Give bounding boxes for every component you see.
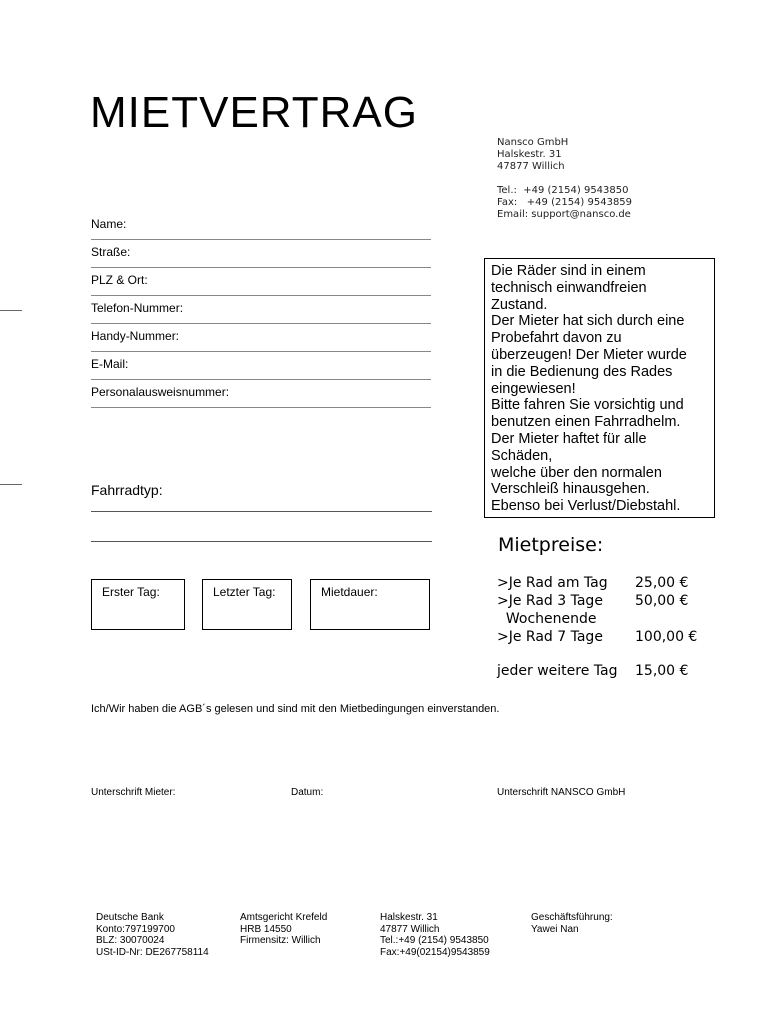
- notice-line: Der Mieter haftet für alle: [491, 430, 647, 447]
- footer-court: [240, 912, 327, 947]
- field-mobile[interactable]: [91, 329, 431, 352]
- company-street: Halskestr. 31: [497, 149, 562, 160]
- notice-line: Zustand.: [491, 296, 548, 313]
- field-phone[interactable]: [91, 301, 431, 324]
- notice-line: technisch einwandfreien: [491, 279, 647, 296]
- footer-line: Konto:797199700: [96, 923, 175, 935]
- footer-line: Deutsche Bank: [96, 912, 164, 923]
- field-id-number[interactable]: [91, 385, 431, 408]
- notice-line: Der Mieter hat sich durch eine: [491, 313, 685, 330]
- date-label: Datum:: [291, 787, 324, 798]
- notice-line: benutzen einen Fahrradhelm.: [491, 414, 681, 431]
- field-label: Straße:: [91, 245, 131, 259]
- notice-line: Die Räder sind in einem: [491, 263, 646, 279]
- field-zip-city[interactable]: [91, 273, 431, 296]
- fill-line: [91, 407, 431, 408]
- notice-line: Bitte fahren Sie vorsichtig und: [491, 397, 684, 414]
- first-day-box[interactable]: [91, 579, 185, 630]
- bike-type-line[interactable]: [91, 511, 432, 512]
- company-tel: Tel.: +49 (2154) 9543850: [497, 185, 629, 196]
- price-label: Wochenende: [497, 611, 597, 627]
- footer-line: Geschäftsführung:: [531, 912, 613, 923]
- terms-acceptance-text: Ich/Wir haben die AGB´s gelesen und sind mit den Mietbedingungen einverstanden.: [91, 703, 500, 715]
- footer-line: BLZ: 30070024: [96, 935, 165, 946]
- notice-line: Probefahrt davon zu: [491, 330, 622, 347]
- field-name[interactable]: [91, 217, 431, 240]
- notice-line: Ebenso bei Verlust/Diebstahl.: [491, 498, 681, 515]
- footer-line: Fax:+49(02154)9543859: [380, 946, 490, 958]
- fill-line: [91, 379, 431, 380]
- price-value: 50,00 €: [635, 593, 689, 609]
- company-fax: Fax: +49 (2154) 9543859: [497, 197, 633, 208]
- footer-line: Amtsgericht Krefeld: [240, 912, 328, 923]
- price-label: jeder weitere Tag: [497, 663, 618, 679]
- notice-line: Verschleiß hinausgehen.: [491, 481, 650, 498]
- fill-line: [91, 239, 431, 240]
- field-label: Handy-Nummer:: [91, 329, 180, 343]
- footer-line: 47877 Willich: [380, 923, 440, 935]
- notice-line: welche über den normalen: [491, 464, 662, 481]
- footer-line: HRB 14550: [240, 923, 292, 935]
- conditions-notice-box: [484, 258, 715, 518]
- footer-line: USt-ID-Nr: DE267758114: [96, 946, 209, 958]
- footer-bank: [96, 912, 209, 958]
- field-label: Telefon-Nummer:: [91, 301, 184, 315]
- price-value: 100,00 €: [635, 629, 698, 645]
- tenant-signature-label: Unterschrift Mieter:: [91, 787, 176, 798]
- bike-type-label: Fahrradtyp:: [91, 482, 163, 498]
- fill-line: [91, 267, 431, 268]
- fill-line: [91, 351, 431, 352]
- price-label: >Je Rad am Tag: [497, 575, 608, 591]
- fill-line: [91, 323, 431, 324]
- footer-management: [531, 912, 613, 935]
- price-label: >Je Rad 3 Tage: [497, 593, 603, 609]
- company-signature-label: Unterschrift NANSCO GmbH: [497, 787, 626, 798]
- first-day-label: Erster Tag:: [102, 585, 160, 599]
- rental-duration-box[interactable]: [310, 579, 430, 630]
- price-label: >Je Rad 7 Tage: [497, 629, 603, 645]
- notice-line: eingewiesen!: [491, 380, 576, 397]
- price-value: 15,00 €: [635, 663, 689, 679]
- footer-line: Firmensitz: Willich: [240, 935, 321, 946]
- company-city: 47877 Willich: [497, 161, 565, 172]
- bike-type-line-2[interactable]: [91, 541, 432, 542]
- notice-line: in die Bedienung des Rades: [491, 363, 673, 380]
- field-email[interactable]: [91, 357, 431, 380]
- footer-line: Halskestr. 31: [380, 912, 438, 923]
- field-label: E-Mail:: [91, 357, 129, 371]
- price-value: 25,00 €: [635, 575, 689, 591]
- notice-line: Schäden,: [491, 447, 553, 464]
- notice-line: überzeugen! Der Mieter wurde: [491, 346, 687, 363]
- last-day-label: Letzter Tag:: [213, 585, 276, 599]
- company-address-block: [497, 137, 632, 221]
- last-day-box[interactable]: [202, 579, 292, 630]
- document-title: MIETVERTRAG: [90, 88, 419, 137]
- company-email: Email: support@nansco.de: [497, 209, 631, 220]
- field-street[interactable]: [91, 245, 431, 268]
- company-name: Nansco GmbH: [497, 137, 569, 148]
- field-label: Personalausweisnummer:: [91, 385, 230, 399]
- footer-address: [380, 912, 490, 958]
- prices-title: Mietpreise:: [498, 534, 604, 556]
- footer-line: Yawei Nan: [531, 923, 579, 935]
- field-label: PLZ & Ort:: [91, 273, 148, 287]
- fill-line: [91, 295, 431, 296]
- footer-line: Tel.:+49 (2154) 9543850: [380, 935, 489, 946]
- fold-mark: [0, 310, 22, 311]
- field-label: Name:: [91, 217, 127, 231]
- fold-mark: [0, 484, 22, 485]
- rental-duration-label: Mietdauer:: [321, 585, 378, 599]
